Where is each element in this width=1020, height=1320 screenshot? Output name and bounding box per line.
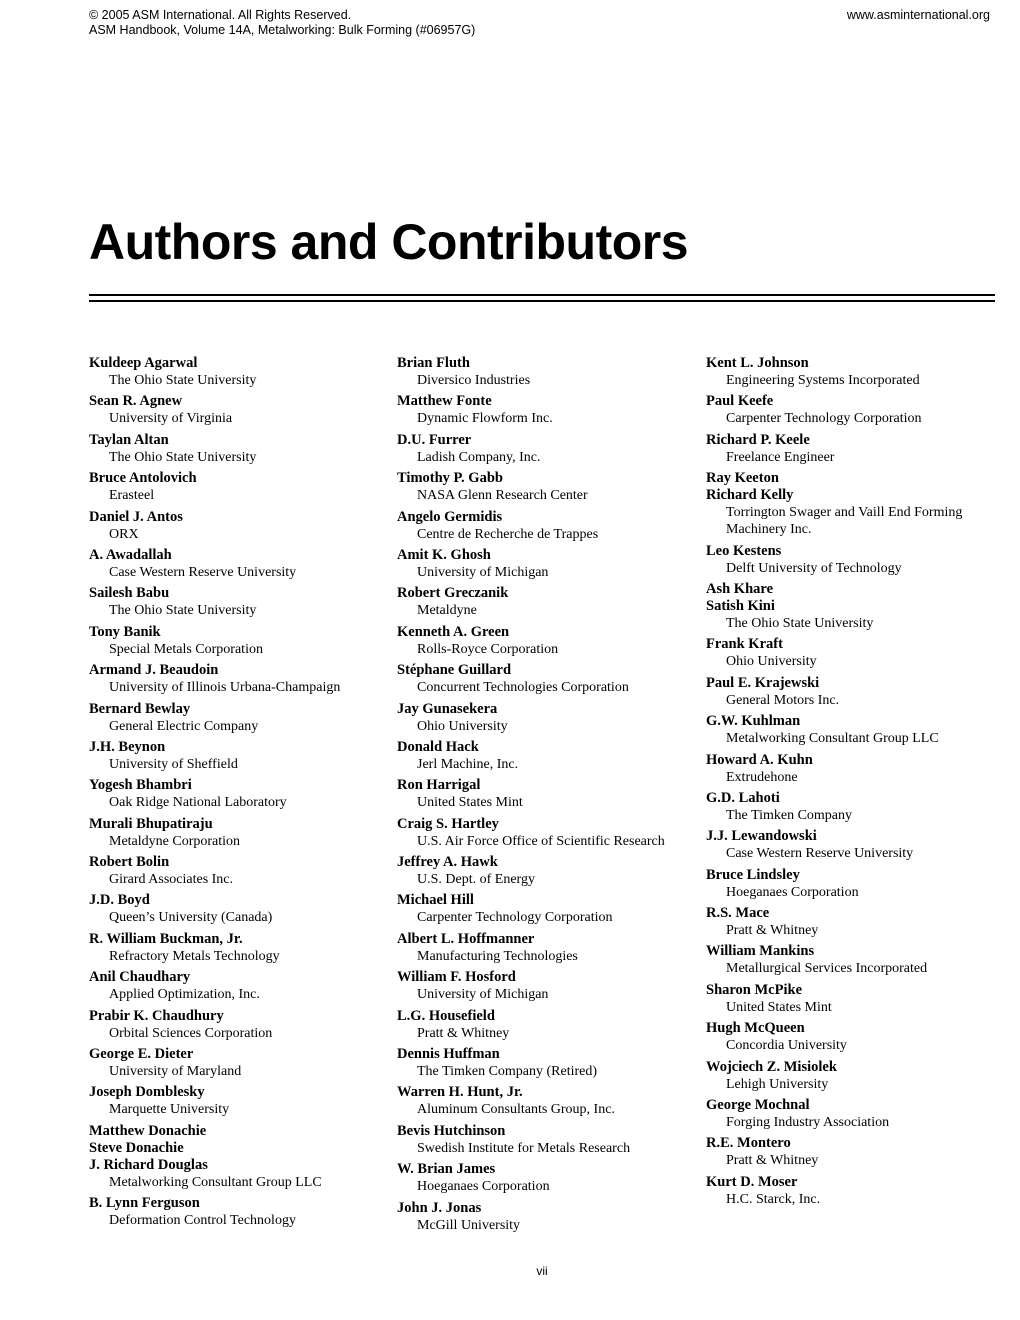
contributor-entry	[397, 1200, 697, 1234]
contributor-entry	[89, 701, 389, 735]
contributor-entry	[706, 790, 999, 824]
contributor-name: Michael Hill	[397, 892, 474, 909]
contributor-affiliation: Orbital Sciences Corporation	[109, 1025, 273, 1041]
contributor-entry	[397, 585, 697, 619]
contributor-affiliation: McGill University	[417, 1217, 521, 1233]
contributor-name: Paul E. Krajewski	[706, 674, 820, 691]
contributor-entry	[89, 1157, 389, 1191]
contributor-name: Stéphane Guillard	[397, 662, 512, 679]
contributor-affiliation: Queen’s University (Canada)	[109, 910, 273, 926]
contributor-affiliation: Metallurgical Services Incorporated	[726, 961, 928, 977]
contributor-affiliation: NASA Glenn Research Center	[417, 488, 588, 504]
contributor-entry	[89, 509, 389, 543]
contributor-affiliation: Forging Industry Association	[726, 1115, 890, 1131]
contributor-affiliation: Delft University of Technology	[726, 560, 902, 576]
contributor-name: Brian Fluth	[397, 355, 470, 371]
contributor-affiliation: Pratt & Whitney	[417, 1025, 510, 1041]
contributor-name: Bevis Hutchinson	[397, 1122, 506, 1139]
contributor-entry	[706, 982, 999, 1016]
contributor-name: Robert Greczanik	[397, 585, 509, 602]
contributor-name: Ron Harrigal	[397, 777, 481, 794]
contributor-affiliation: Marquette University	[109, 1102, 230, 1118]
contributor-entry	[89, 624, 389, 658]
contributor-name: Sailesh Babu	[89, 585, 170, 602]
contributor-name: Murali Bhupatiraju	[89, 815, 213, 832]
contributor-entry	[89, 816, 389, 850]
contributor-entry	[397, 777, 697, 811]
contributor-name: Angelo Germidis	[397, 508, 503, 525]
contributor-name: Prabir K. Chaudhury	[89, 1007, 224, 1024]
contributor-affiliation: University of Illinois Urbana-Champaign	[109, 680, 341, 696]
contributor-entry	[89, 470, 389, 504]
contributor-column-1	[89, 355, 389, 1234]
contributor-affiliation: Centre de Recherche de Trappes	[417, 526, 599, 542]
contributor-affiliation: Special Metals Corporation	[109, 641, 263, 657]
contributor-name: Kurt D. Moser	[706, 1173, 798, 1190]
contributor-name: Jeffrey A. Hawk	[397, 854, 498, 871]
contributor-affiliation: Concordia University	[726, 1038, 847, 1054]
contributor-name: Robert Bolin	[89, 854, 170, 871]
contributor-name: Amit K. Ghosh	[397, 546, 491, 563]
contributor-name: Matthew Donachie	[89, 1122, 207, 1139]
contributor-entry	[397, 1161, 697, 1195]
contributor-affiliation: Pratt & Whitney	[726, 1153, 819, 1169]
contributor-name: Kuldeep Agarwal	[89, 355, 198, 371]
contributor-affiliation: Freelance Engineer	[726, 449, 835, 465]
contributor-name: Ray Keeton	[706, 470, 779, 487]
contributor-entry	[397, 1123, 697, 1157]
contributor-name: Steve Donachie	[89, 1139, 184, 1156]
contributor-affiliation: Metaldyne	[417, 603, 477, 619]
contributor-name: Sharon McPike	[706, 981, 802, 998]
contributor-entry	[706, 675, 999, 709]
contributor-entry	[397, 854, 697, 888]
website-link[interactable]: www.asminternational.org	[846, 8, 990, 22]
contributor-entry	[397, 931, 697, 965]
contributor-name: G.W. Kuhlman	[706, 713, 801, 730]
contributor-name: Craig S. Hartley	[397, 815, 499, 832]
contributor-entry	[397, 470, 697, 504]
contributor-name: Paul Keefe	[706, 393, 774, 410]
contributor-affiliation: Case Western Reserve University	[109, 564, 297, 580]
contributor-entry	[397, 547, 697, 581]
contributor-affiliation: Ohio University	[726, 654, 817, 670]
contributor-entry	[89, 547, 389, 581]
contributor-affiliation: Swedish Institute for Metals Research	[417, 1140, 631, 1156]
contributor-entry	[397, 393, 697, 427]
contributor-affiliation: U.S. Dept. of Energy	[417, 872, 535, 888]
contributor-entry	[89, 777, 389, 811]
contributor-affiliation: Carpenter Technology Corporation	[726, 411, 922, 427]
contributor-name: George E. Dieter	[89, 1046, 194, 1063]
contributor-entry	[397, 969, 697, 1003]
page-number: vii	[536, 1264, 548, 1278]
running-header	[89, 8, 475, 38]
contributor-name: William Mankins	[706, 943, 815, 960]
contributor-affiliation: Pratt & Whitney	[726, 923, 819, 939]
contributor-entry	[89, 739, 389, 773]
contributor-entry	[706, 1097, 999, 1131]
contributor-entry	[706, 905, 999, 939]
contributor-name: R.E. Montero	[706, 1135, 791, 1152]
contributor-affiliation: Aluminum Consultants Group, Inc.	[417, 1102, 615, 1118]
contributor-affiliation: The Ohio State University	[109, 603, 257, 619]
contributor-affiliation: United States Mint	[726, 999, 832, 1015]
contributor-name: J.H. Beynon	[89, 738, 166, 755]
contributor-name: Satish Kini	[706, 597, 775, 614]
contributor-entry	[397, 624, 697, 658]
contributor-entry	[89, 969, 389, 1003]
contributor-name: Kenneth A. Green	[397, 623, 510, 640]
contributor-name: Howard A. Kuhn	[706, 751, 813, 768]
contributor-entry	[706, 393, 999, 427]
contributor-entry	[706, 636, 999, 670]
contributor-name: L.G. Housefield	[397, 1007, 495, 1024]
contributor-affiliation: Oak Ridge National Laboratory	[109, 795, 287, 811]
contributor-name: Richard Kelly	[706, 487, 794, 504]
contributor-name: Yogesh Bhambri	[89, 777, 192, 794]
contributor-entry	[89, 662, 389, 696]
contributor-affiliation: Metalworking Consultant Group LLC	[726, 731, 939, 747]
contributor-name: J.D. Boyd	[89, 892, 150, 909]
contributor-entry	[89, 432, 389, 466]
page-title: Authors and Contributors	[89, 214, 689, 270]
contributor-name: Albert L. Hoffmanner	[397, 930, 535, 947]
contributor-affiliation: Metaldyne Corporation	[109, 833, 241, 849]
contributor-name: William F. Hosford	[397, 969, 516, 986]
contributor-name: Warren H. Hunt, Jr.	[397, 1084, 523, 1101]
contributor-affiliation: Diversico Industries	[417, 373, 531, 388]
contributor-name: Matthew Fonte	[397, 393, 492, 410]
contributor-affiliation: United States Mint	[417, 795, 523, 811]
contributor-entry	[706, 1135, 999, 1169]
contributor-affiliation: Ohio University	[417, 718, 508, 734]
contributor-entry	[706, 543, 999, 577]
contributor-name: Donald Hack	[397, 738, 479, 755]
contributor-name: Anil Chaudhary	[89, 969, 191, 986]
contributor-affiliation: Extrudehone	[726, 769, 798, 785]
contributor-name: Wojciech Z. Misiolek	[706, 1058, 837, 1075]
contributor-name: Dennis Huffman	[397, 1046, 500, 1063]
contributor-name: G.D. Lahoti	[706, 789, 780, 806]
contributor-affiliation: The Timken Company (Retired)	[417, 1064, 598, 1080]
contributor-name: Richard P. Keele	[706, 431, 810, 448]
contributor-affiliation: University of Michigan	[417, 564, 549, 580]
contributor-name: D.U. Furrer	[397, 431, 472, 448]
contributor-entry	[89, 1084, 389, 1118]
title-rule-bottom	[89, 300, 995, 302]
contributor-affiliation: Hoeganaes Corporation	[726, 884, 859, 900]
contributor-affiliation: Lehigh University	[726, 1076, 829, 1092]
contributor-entry	[706, 487, 999, 538]
contributor-entry	[706, 828, 999, 862]
contributor-affiliation: Carpenter Technology Corporation	[417, 910, 613, 926]
contributor-name: George Mochnal	[706, 1097, 810, 1114]
contributor-name: Armand J. Beaudoin	[89, 662, 219, 679]
contributor-name: Bernard Bewlay	[89, 700, 191, 717]
title-rule-top	[89, 294, 995, 296]
contributor-entry	[397, 892, 697, 926]
contributor-entry	[89, 1008, 389, 1042]
contributor-entry	[397, 355, 697, 389]
contributor-entry	[397, 1046, 697, 1080]
contributor-entry	[706, 1020, 999, 1054]
contributor-name: Taylan Altan	[89, 431, 169, 448]
contributor-affiliation: Refractory Metals Technology	[109, 948, 280, 964]
contributor-entry	[397, 739, 697, 773]
contributor-affiliation: University of Sheffield	[109, 756, 238, 772]
contributor-entry	[89, 1140, 389, 1157]
contributor-entry	[397, 1084, 697, 1118]
contributor-affiliation: Dynamic Flowform Inc.	[417, 411, 553, 427]
contributor-name: R. William Buckman, Jr.	[89, 930, 243, 947]
contributor-affiliation: H.C. Starck, Inc.	[726, 1191, 821, 1207]
contributor-entry	[397, 701, 697, 735]
contributor-entry	[397, 1008, 697, 1042]
contributor-affiliation: General Motors Inc.	[726, 692, 840, 708]
contributor-affiliation: Applied Optimization, Inc.	[109, 987, 260, 1003]
contributor-entry	[706, 432, 999, 466]
contributor-column-3	[706, 355, 999, 1212]
contributor-entry	[706, 752, 999, 786]
contributor-name: Sean R. Agnew	[89, 393, 183, 410]
contributor-name: Hugh McQueen	[706, 1020, 805, 1037]
book-citation: ASM Handbook, Volume 14A, Metalworking: Bulk Forming (#06957G)	[89, 23, 476, 37]
contributor-affiliation: The Timken Company	[726, 807, 853, 823]
contributor-entry	[89, 393, 389, 427]
contributor-name: B. Lynn Ferguson	[89, 1195, 200, 1212]
contributor-affiliation: University of Virginia	[109, 411, 233, 427]
contributor-entry	[706, 355, 999, 389]
contributor-affiliation: Metalworking Consultant Group LLC	[109, 1174, 322, 1190]
contributor-entry	[89, 355, 389, 389]
contributor-affiliation: The Ohio State University	[109, 449, 257, 465]
contributor-name: Bruce Lindsley	[706, 866, 800, 883]
contributor-name: Timothy P. Gabb	[397, 470, 503, 487]
contributor-entry	[89, 892, 389, 926]
contributor-entry	[397, 432, 697, 466]
contributor-affiliation: U.S. Air Force Office of Scientific Research	[417, 833, 665, 849]
contributor-affiliation: Hoeganaes Corporation	[417, 1179, 550, 1195]
contributor-entry	[706, 581, 999, 598]
contributor-column-2	[397, 355, 697, 1238]
contributor-name: Leo Kestens	[706, 542, 782, 559]
contributor-name: John J. Jonas	[397, 1199, 482, 1216]
contributor-name: Kent L. Johnson	[706, 355, 809, 371]
contributor-affiliation: Case Western Reserve University	[726, 846, 914, 862]
contributor-name: Bruce Antolovich	[89, 470, 197, 487]
contributor-entry	[706, 1059, 999, 1093]
contributor-affiliation: Rolls-Royce Corporation	[417, 641, 559, 657]
contributor-entry	[706, 867, 999, 901]
contributor-entry	[89, 585, 389, 619]
contributor-entry	[706, 943, 999, 977]
contributor-entry	[706, 598, 999, 632]
contributor-entry	[397, 816, 697, 850]
contributor-affiliation: The Ohio State University	[109, 373, 257, 388]
contributor-entry	[89, 1195, 389, 1229]
contributor-affiliation: General Electric Company	[109, 718, 259, 734]
contributor-name: Daniel J. Antos	[89, 508, 183, 525]
contributor-affiliation: ORX	[109, 526, 139, 542]
contributor-affiliation: University of Maryland	[109, 1064, 242, 1080]
contributor-entry	[89, 1046, 389, 1080]
copyright-notice: © 2005 ASM International. All Rights Reserved.	[89, 8, 352, 22]
contributor-entry	[89, 854, 389, 888]
contributor-entry	[706, 1174, 999, 1208]
contributor-entry	[89, 931, 389, 965]
contributor-entry	[397, 509, 697, 543]
contributor-name: W. Brian James	[397, 1161, 496, 1178]
contributor-entry	[706, 470, 999, 487]
contributor-entry	[89, 1123, 389, 1140]
contributor-name: Jay Gunasekera	[397, 700, 498, 717]
contributor-name: J.J. Lewandowski	[706, 828, 817, 845]
contributor-affiliation: Jerl Machine, Inc.	[417, 756, 519, 772]
contributor-name: Tony Banik	[89, 623, 161, 640]
contributor-affiliation: Deformation Control Technology	[109, 1213, 296, 1229]
contributor-entry	[397, 662, 697, 696]
contributor-name: R.S. Mace	[706, 905, 770, 922]
contributor-affiliation: Manufacturing Technologies	[417, 948, 578, 964]
contributor-affiliation: Ladish Company, Inc.	[417, 449, 541, 465]
contributor-affiliation: Concurrent Technologies Corporation	[417, 680, 629, 696]
contributor-affiliation: Engineering Systems Incorporated	[726, 373, 920, 388]
contributor-entry	[706, 713, 999, 747]
contributor-name: Ash Khare	[706, 580, 774, 597]
contributor-affiliation: Girard Associates Inc.	[109, 872, 234, 888]
contributor-affiliation: Erasteel	[109, 488, 155, 504]
contributor-name: Frank Kraft	[706, 636, 783, 653]
contributor-name: A. Awadallah	[89, 546, 172, 563]
contributor-affiliation: Torrington Swager and Vaill End Forming Machinery Inc.	[726, 505, 963, 538]
contributor-affiliation: University of Michigan	[417, 987, 549, 1003]
contributor-name: Joseph Domblesky	[89, 1084, 205, 1101]
contributor-affiliation: The Ohio State University	[726, 615, 874, 631]
contributor-name: J. Richard Douglas	[89, 1156, 208, 1173]
